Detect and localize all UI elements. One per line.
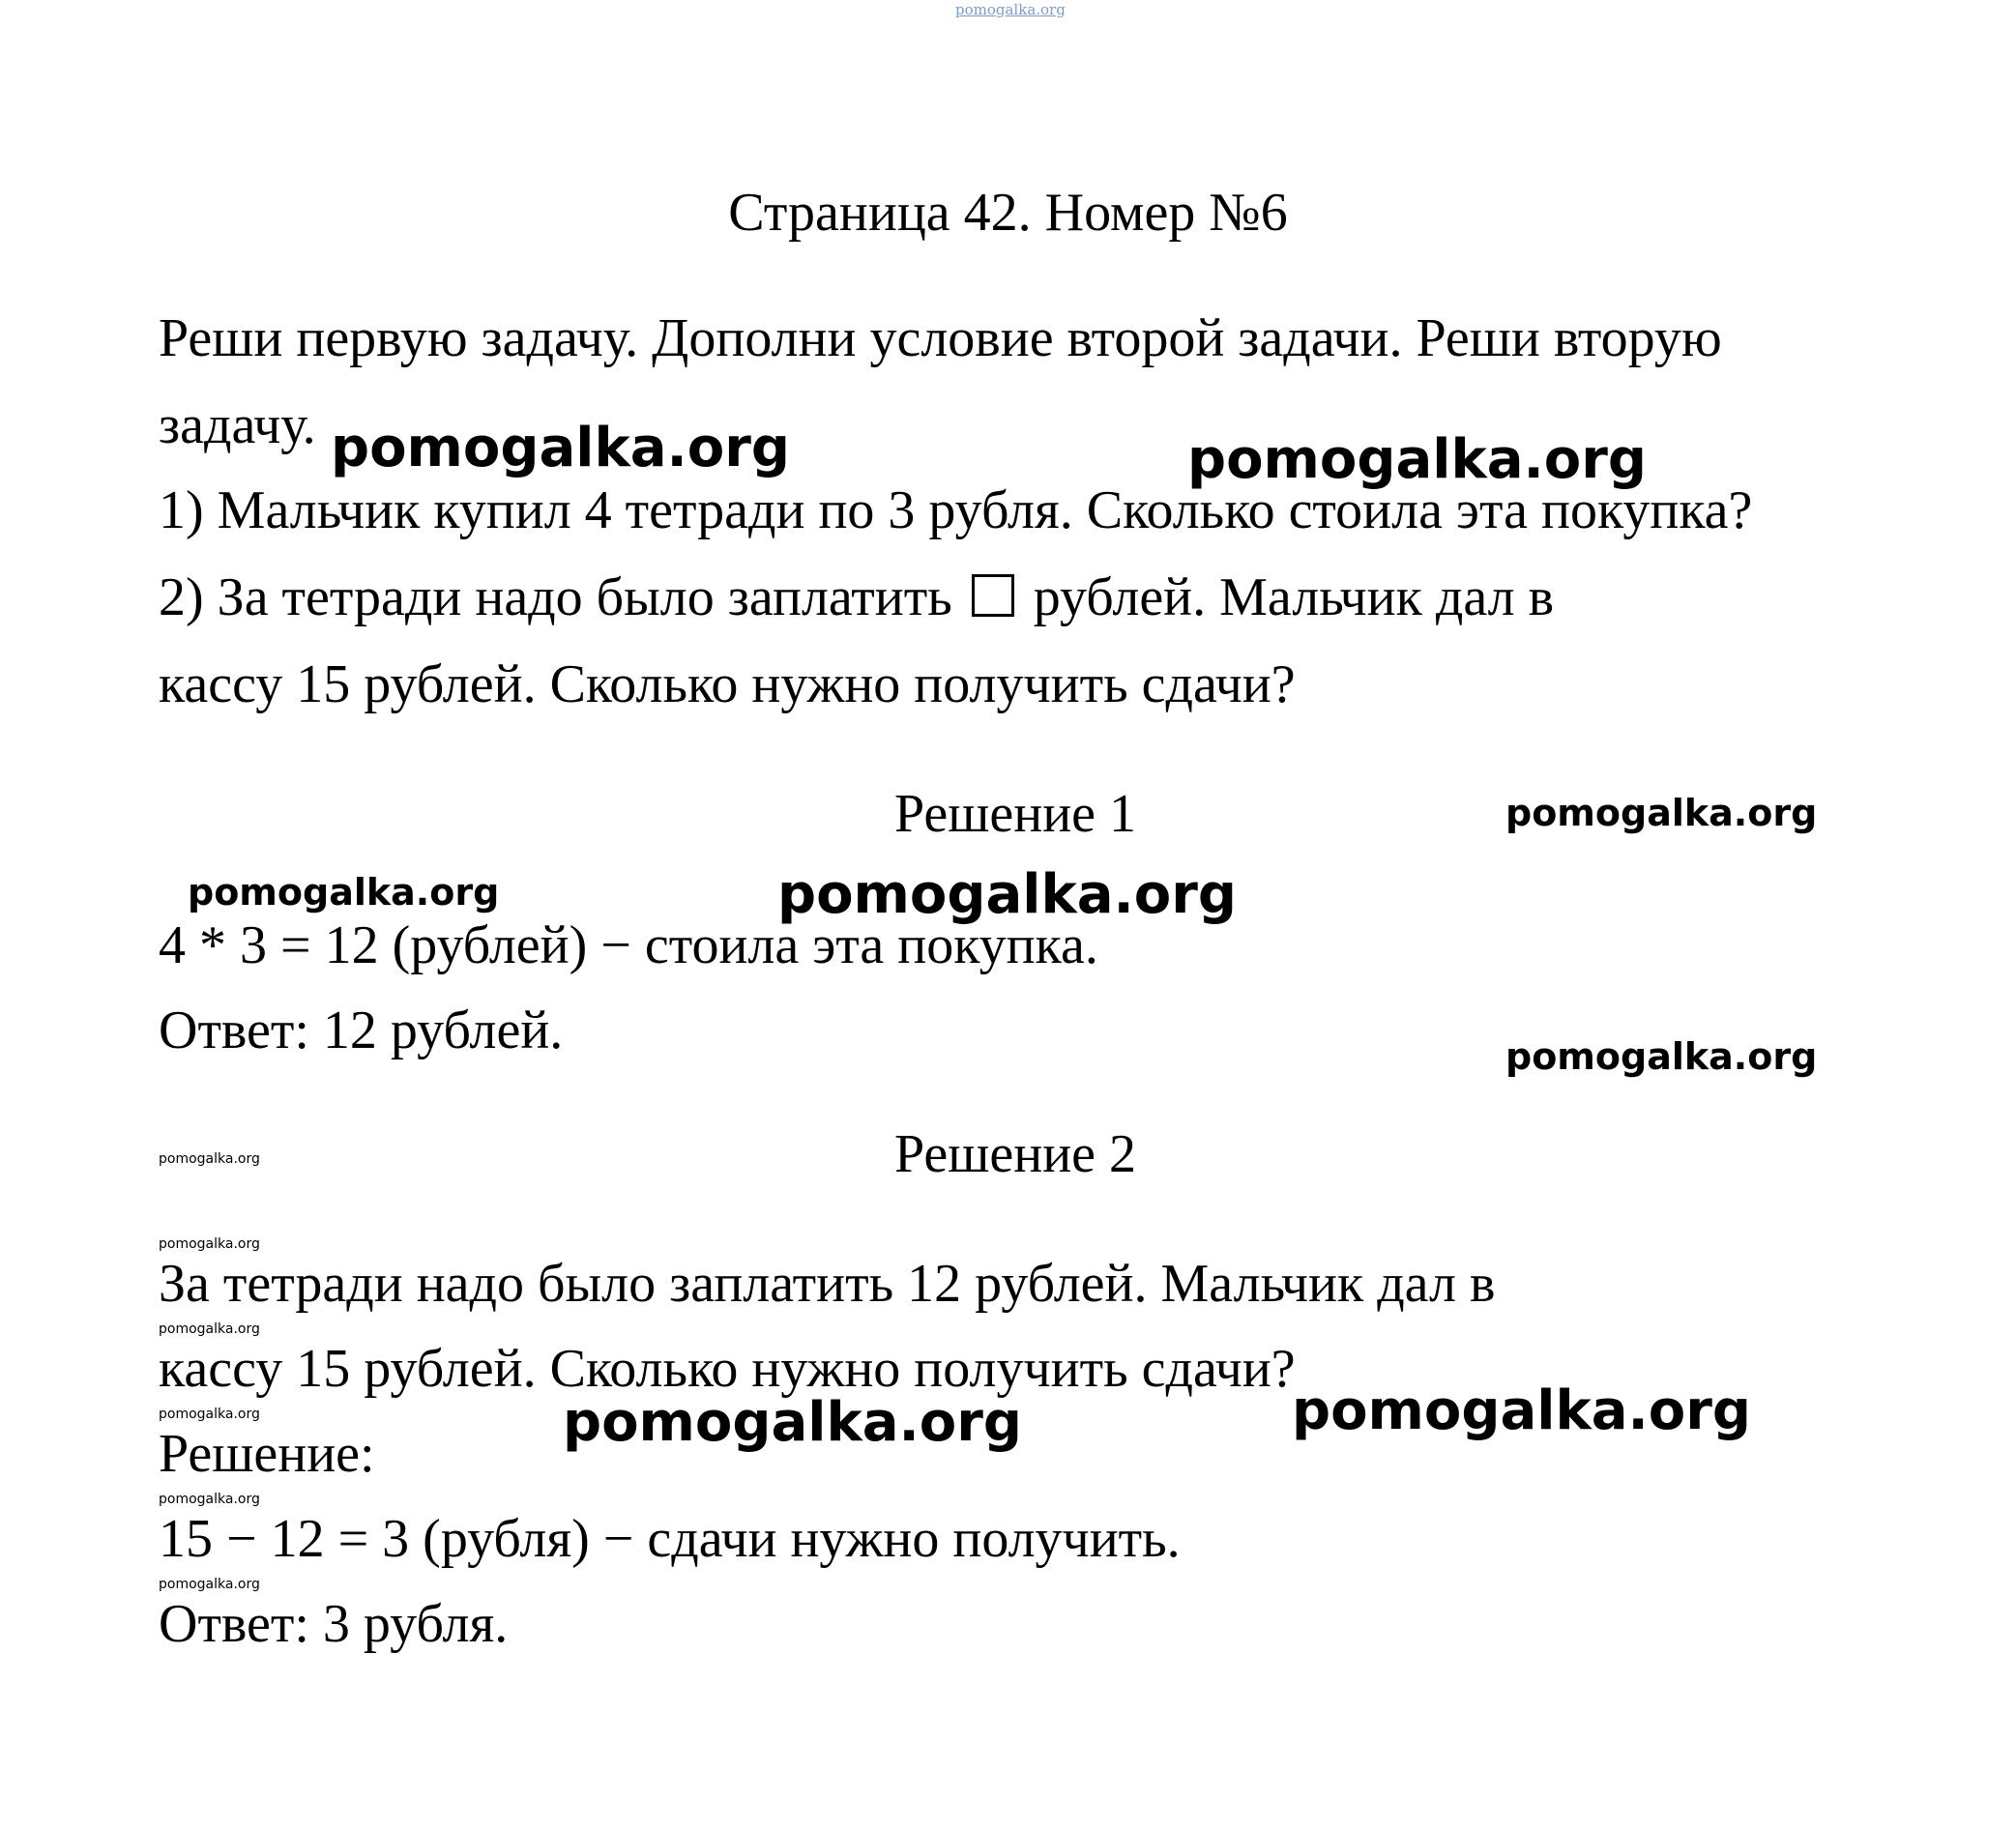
solution-1-answer: Ответ: 12 рублей. bbox=[159, 1001, 564, 1060]
solution-1-heading: Решение 1 bbox=[893, 784, 1137, 844]
problem-1: 1) Мальчик купил 4 тетради по 3 рубля. Сколько стоила эта покупка? bbox=[159, 480, 1753, 540]
instruction-line-1: Реши первую задачу. Дополни условие второй задачи. Реши вторую bbox=[159, 308, 1722, 368]
solution-2-calc: 15 − 12 = 3 (рубля) − сдачи нужно получить. bbox=[159, 1509, 1181, 1569]
watermark: pomogalka.org bbox=[1187, 428, 1647, 491]
problem-2-text-b: рублей. Мальчик дал в bbox=[1033, 567, 1555, 627]
problem-2-line-2: кассу 15 рублей. Сколько нужно получить сдачи? bbox=[159, 654, 1296, 714]
solution-2-heading: Решение 2 bbox=[893, 1124, 1137, 1184]
problem-2-line-1 bbox=[159, 567, 1555, 627]
solution-2-label: Решение: bbox=[159, 1424, 375, 1484]
watermark: pomogalka.org bbox=[159, 1577, 260, 1592]
watermark: pomogalka.org bbox=[159, 1407, 260, 1422]
watermark: pomogalka.org bbox=[159, 1492, 260, 1507]
instruction-line-2: задачу. bbox=[159, 395, 316, 455]
watermark: pomogalka.org bbox=[777, 863, 1237, 926]
solution-2-line-1: За тетради надо было заплатить 12 рублей. Мальчик дал в bbox=[159, 1254, 1496, 1314]
problem-2-text-a: 2) За тетради надо было заплатить bbox=[159, 567, 952, 627]
watermark: pomogalka.org bbox=[159, 1321, 260, 1337]
watermark: pomogalka.org bbox=[188, 871, 500, 914]
watermark: pomogalka.org bbox=[1505, 1035, 1818, 1078]
top-watermark-link[interactable]: pomogalka.org bbox=[955, 1, 1066, 18]
watermark: pomogalka.org bbox=[563, 1391, 1022, 1454]
watermark: pomogalka.org bbox=[1292, 1379, 1751, 1442]
watermark: pomogalka.org bbox=[159, 1151, 260, 1167]
solution-2-answer: Ответ: 3 рубля. bbox=[159, 1594, 509, 1654]
watermark: pomogalka.org bbox=[1505, 792, 1818, 834]
watermark: pomogalka.org bbox=[159, 1236, 260, 1252]
solution-1-calc: 4 * 3 = 12 (рублей) − стоила эта покупка. bbox=[159, 915, 1098, 975]
watermark: pomogalka.org bbox=[331, 417, 790, 479]
empty-box-icon bbox=[972, 574, 1014, 617]
solution-2-line-2: кассу 15 рублей. Сколько нужно получить сдачи? bbox=[159, 1339, 1296, 1399]
page-title: Страница 42. Номер №6 bbox=[728, 183, 1288, 243]
